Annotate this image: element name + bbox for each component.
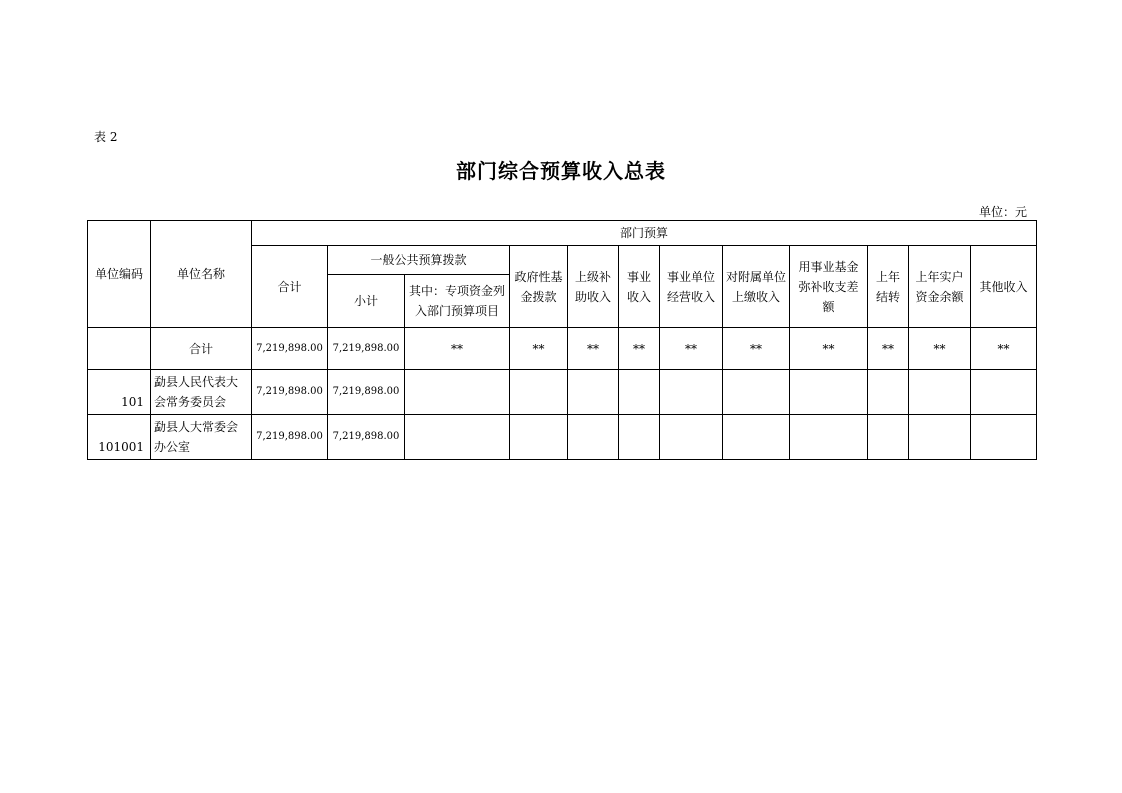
cell-name: 勐县人大常委会办公室 bbox=[151, 415, 252, 460]
table-row-total bbox=[88, 328, 1037, 370]
cell-empty bbox=[619, 370, 660, 415]
cell-subtotal: 7,219,898.00 bbox=[328, 415, 405, 460]
cell-empty bbox=[660, 415, 723, 460]
header-subtotal: 小计 bbox=[328, 275, 405, 328]
cell-business-income: ** bbox=[619, 328, 660, 370]
cell-empty bbox=[909, 370, 971, 415]
cell-empty bbox=[510, 370, 568, 415]
header-affiliated-income: 对附属单位上缴收入 bbox=[723, 246, 790, 328]
cell-empty bbox=[868, 370, 909, 415]
cell-empty bbox=[568, 370, 619, 415]
table-row bbox=[88, 415, 1037, 460]
header-last-year-carryover: 上年结转 bbox=[868, 246, 909, 328]
cell-affiliated-income: ** bbox=[723, 328, 790, 370]
cell-code bbox=[88, 328, 151, 370]
budget-revenue-table bbox=[87, 220, 1037, 460]
cell-code: 101001 bbox=[88, 415, 151, 460]
cell-name: 合计 bbox=[151, 328, 252, 370]
header-superior-subsidy: 上级补助收入 bbox=[568, 246, 619, 328]
cell-empty bbox=[868, 415, 909, 460]
cell-total: 7,219,898.00 bbox=[252, 328, 328, 370]
cell-fund-balance-use: ** bbox=[790, 328, 868, 370]
cell-empty bbox=[568, 415, 619, 460]
cell-total: 7,219,898.00 bbox=[252, 370, 328, 415]
cell-empty bbox=[723, 415, 790, 460]
header-special-funds: 其中：专项资金列入部门预算项目 bbox=[405, 275, 510, 328]
cell-empty bbox=[971, 370, 1037, 415]
header-unit-name: 单位名称 bbox=[151, 221, 252, 328]
header-last-year-balance: 上年实户资金余额 bbox=[909, 246, 971, 328]
cell-empty bbox=[909, 415, 971, 460]
cell-empty bbox=[790, 415, 868, 460]
page-title: 部门综合预算收入总表 bbox=[456, 159, 666, 183]
cell-empty bbox=[619, 415, 660, 460]
cell-empty bbox=[971, 415, 1037, 460]
cell-special-funds: ** bbox=[405, 328, 510, 370]
cell-total: 7,219,898.00 bbox=[252, 415, 328, 460]
header-operating-income: 事业单位经营收入 bbox=[660, 246, 723, 328]
cell-code: 101 bbox=[88, 370, 151, 415]
cell-other-income: ** bbox=[971, 328, 1037, 370]
header-dept-budget: 部门预算 bbox=[252, 221, 1037, 246]
cell-operating-income: ** bbox=[660, 328, 723, 370]
cell-empty bbox=[405, 370, 510, 415]
cell-empty bbox=[723, 370, 790, 415]
cell-last-year-carryover: ** bbox=[868, 328, 909, 370]
unit-label: 单位：元 bbox=[978, 205, 1027, 219]
cell-superior-subsidy: ** bbox=[568, 328, 619, 370]
cell-empty bbox=[405, 415, 510, 460]
header-general-public: 一般公共预算拨款 bbox=[328, 246, 510, 275]
cell-subtotal: 7,219,898.00 bbox=[328, 370, 405, 415]
table-row bbox=[88, 370, 1037, 415]
cell-name: 勐县人民代表大会常务委员会 bbox=[151, 370, 252, 415]
header-business-income: 事业收入 bbox=[619, 246, 660, 328]
header-other-income: 其他收入 bbox=[971, 246, 1037, 328]
cell-empty bbox=[510, 415, 568, 460]
header-gov-fund: 政府性基金拨款 bbox=[510, 246, 568, 328]
header-unit-code: 单位编码 bbox=[88, 221, 151, 328]
cell-subtotal: 7,219,898.00 bbox=[328, 328, 405, 370]
header-fund-balance-use: 用事业基金弥补收支差额 bbox=[790, 246, 868, 328]
cell-gov-fund: ** bbox=[510, 328, 568, 370]
header-total: 合计 bbox=[252, 246, 328, 328]
table-number-label: 表 2 bbox=[94, 130, 118, 144]
cell-empty bbox=[660, 370, 723, 415]
cell-last-year-balance: ** bbox=[909, 328, 971, 370]
cell-empty bbox=[790, 370, 868, 415]
